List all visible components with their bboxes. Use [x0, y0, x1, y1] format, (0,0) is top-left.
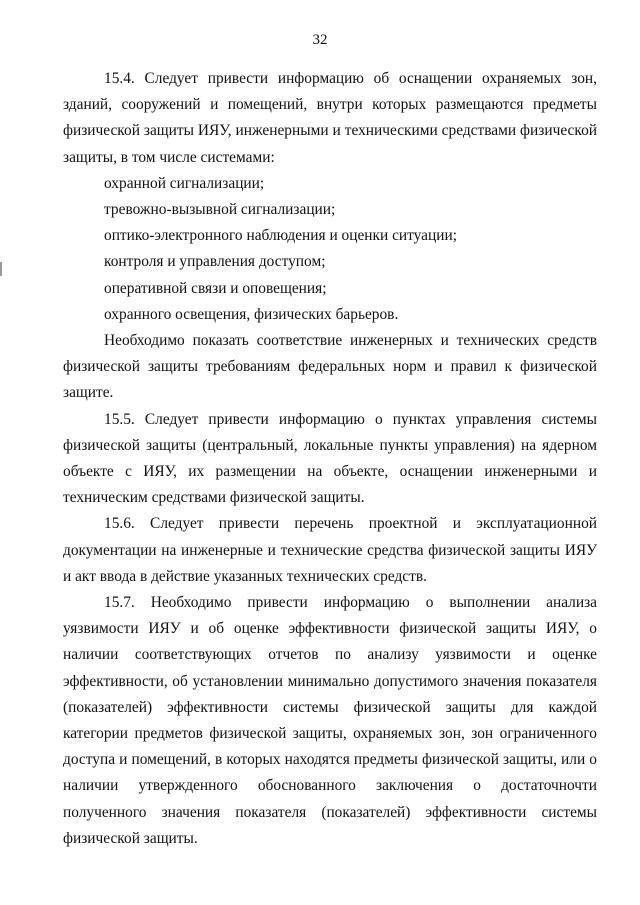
- list-item-panic-alarm: тревожно-вызывной сигнализации;: [104, 201, 336, 219]
- paragraph-15-5: 15.5. Следует привести информацию о пунктах управления системы физической защиты (центральный, локальные пункты управления) на ядерном объекте с ИЯУ, их размещении на объекте, оснащении инженерными и техническим средствами физической защиты.: [63, 410, 597, 507]
- list-item-communication: оперативной связи и оповещения;: [104, 279, 327, 297]
- paragraph-15-4-note: Необходимо показать соответствие инженерных и технических средств физической защиты требованиям федеральных норм и правил к физической защите.: [63, 332, 597, 402]
- scan-edge-mark: [0, 262, 2, 276]
- list-item-access-control: контроля и управления доступом;: [104, 253, 326, 271]
- paragraph-15-4: 15.4. Следует привести информацию об оснащении охраняемых зон, зданий, сооружений и помещений, внутри которых размещаются предметы физической защиты ИЯУ, инженерными и техническими средствами физической защиты, в том числе системами:: [63, 70, 597, 166]
- list-item-video-surveillance: оптико-электронного наблюдения и оценки ситуации;: [104, 227, 457, 245]
- paragraph-15-6: 15.6. Следует привести перечень проектной и эксплуатационной документации на инженерные и технические средства физической защиты ИЯУ и акт ввода в действие указанных технических средств.: [63, 515, 597, 585]
- page-number: 32: [312, 32, 328, 48]
- paragraph-15-7: 15.7. Необходимо привести информацию о выполнении анализа уязвимости ИЯУ и об оценке эффективности физической защиты ИЯУ, о наличии соответствующих отчетов по анализу уязвимости и оценке эффективности, об установлении минимально допустимого значения показателя (показателей) эффективности системы физической защиты для каждой категории предметов физической защиты, охраняемых зон, зон ограниченного доступа и помещений, в которых находятся предметы физической защиты, или о наличии утвержденного обоснованного заключения о достаточночти полученного значения показателя (показателей) эффективности системы физической защиты.: [63, 594, 597, 847]
- list-item-alarm: охранной сигнализации;: [104, 174, 265, 192]
- list-item-lighting-barriers: охранного освещения, физических барьеров.: [104, 305, 399, 323]
- page-content: [63, 66, 597, 852]
